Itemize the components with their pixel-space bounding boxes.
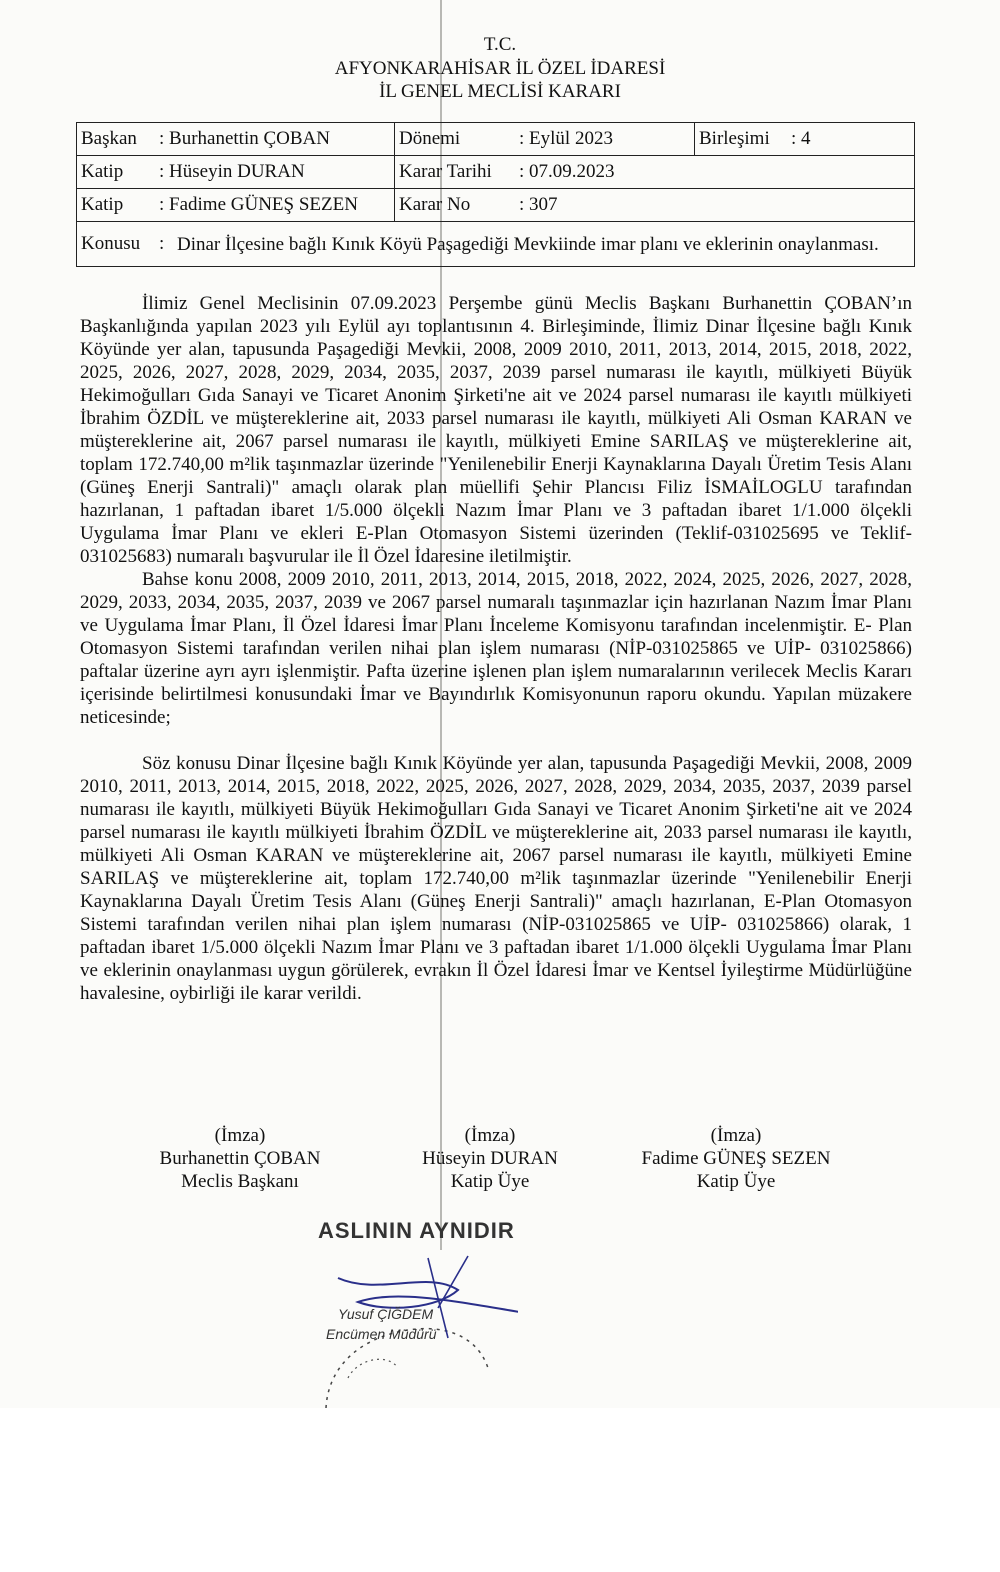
signature-name-1: Burhanettin ÇOBAN xyxy=(159,1148,321,1169)
karar-tarihi-value: : 07.09.2023 xyxy=(519,161,615,182)
meta-row-konusu xyxy=(77,222,915,267)
stamp-role: Encümen Müdürü xyxy=(326,1326,437,1342)
paragraph-2: Bahse konu 2008, 2009 2010, 2011, 2013, 2014, 2015, 2018, 2022, 2024, 2025, 2026, 2027, 2028, 2029, 2033, 2034, 2035, 2037, 2039 ve 2067 parsel numaralı taşınmazlar için hazırlanan Nazım İmar Planı ve Uygulama İmar Planı, İl Özel İdaresi İmar Planı İnceleme Komisyonu tarafından incelenmiştir. E- Plan Otomasyon Sistemi tarafından verilen nihai plan işlem numarası (NİP-031025865 ve UİP- 031025866) paftalar üzerine ayrı ayrı işlenmiştir. Pafta üzerine işlenen plan işlem numaralarının verilecek Meclis Kararı içerisinde belirtilmesi konusundaki İmar ve Bayındırlık Komisyonunun raporu okundu. Yapılan müzakere neticesinde; xyxy=(80,569,912,728)
signature-role-1: Meclis Başkanı xyxy=(181,1171,299,1192)
karar-tarihi-label: Karar Tarihi xyxy=(399,161,492,182)
header-decision-type: İL GENEL MECLİSİ KARARI xyxy=(379,81,621,102)
katip1-label: Katip xyxy=(81,161,124,182)
signature-role-2: Katip Üye xyxy=(450,1171,530,1192)
donemi-value: : Eylül 2023 xyxy=(519,128,613,149)
baskan-label: Başkan xyxy=(81,128,137,149)
signature-role-3: Katip Üye xyxy=(696,1171,776,1192)
paragraph-3: Söz konusu Dinar İlçesine bağlı Kınık Köyünde yer alan, tapusunda Paşagediği Mevkii, 2008, 2009 2010, 2011, 2013, 2014, 2015, 2018, 2022, 2025, 2026, 2027, 2028, 2029, 2034, 2035, 2037, 2039 parsel numarası ile kayıtlı, mülkiyeti Büyük Hekimoğulları Gıda Sanayi ve Ticaret Anonim Şirketi'ne ait ve 2024 parsel numarası ile kayıtlı mülkiyeti İbrahim ÖZDİL ve müştereklerine ait, 2033 parsel numarası ile kayıtlı, mülkiyeti Ali Osman KARAN ve müştereklerine ait, 2067 parsel numarası ile kayıtlı, mülkiyeti Emine SARILAŞ ve müştereklerine ait, toplam 172.740,00 m²lik taşınmazlar üzerinde "Yenilenebilir Enerji Kaynaklarına Dayalı Üretim Tesis Alanı (Güneş Enerji Santrali)" amaçlı hazırlanan, E-Plan Otomasyon Sistemi tarafından verilen nihai plan işlem numarası (NİP-031025865 ve UİP- 031025866) olarak, 1 paftadan ibaret 1/5.000 ölçekli Nazım İmar Planı ve 3 paftadan ibaret 1/1.000 ölçekli Uygulama İmar Planı ve eklerinin onaylanması uygun görülerek, evrakın İl Özel İdaresi İmar ve Kentsel İyileştirme Müdürlüğüne havalesine, oybirliği ile karar verildi. xyxy=(80,753,912,1004)
signature-imza-3: (İmza) xyxy=(710,1125,762,1146)
signature-katip-1 xyxy=(360,1124,620,1193)
signature-name-3: Fadime GÜNEŞ SEZEN xyxy=(641,1148,831,1169)
signature-imza-1: (İmza) xyxy=(214,1125,266,1146)
header-tc: T.C. xyxy=(483,34,517,55)
decision-meta-table xyxy=(76,122,915,267)
meta-row-katip2 xyxy=(77,189,915,222)
decision-body xyxy=(80,292,912,1005)
katip2-value: : Fadime GÜNEŞ SEZEN xyxy=(159,194,358,215)
header-institution: AFYONKARAHİSAR İL ÖZEL İDARESİ xyxy=(334,58,666,79)
meta-row-katip1 xyxy=(77,156,915,189)
katip2-label: Katip xyxy=(81,194,124,215)
katip1-value: : Hüseyin DURAN xyxy=(159,161,305,182)
karar-no-label: Karar No xyxy=(399,194,471,215)
konusu-value: Dinar İlçesine bağlı Kınık Köyü Paşagediği Mevkiinde imar planı ve eklerinin onaylanması. xyxy=(177,233,879,255)
stamp-title: ASLININ AYNIDIR xyxy=(318,1218,515,1243)
birlesimi-label: Birleşimi xyxy=(699,128,770,149)
konusu-label: Konusu xyxy=(81,233,141,255)
certified-copy-stamp xyxy=(318,1218,518,1408)
paragraph-1: İlimiz Genel Meclisinin 07.09.2023 Perşembe günü Meclis Başkanı Burhanettin ÇOBAN’ın Başkanlığında yapılan 2023 yılı Eylül ayı toplantısının 4. Birleşiminde, İlimiz Dinar İlçesine bağlı Kınık Köyünde yer alan, tapusunda Paşagediği Mevkii, 2008, 2009 2010, 2011, 2013, 2014, 2015, 2018, 2022, 2025, 2026, 2027, 2028, 2029, 2034, 2035, 2037, 2039 parsel numarası ile kayıtlı, mülkiyeti Büyük Hekimoğulları Gıda Sanayi ve Ticaret Anonim Şirketi'ne ait ve 2024 parsel numarası ile kayıtlı mülkiyeti İbrahim ÖZDİL ve müştereklerine ait, 2033 parsel numarası ile kayıtlı, mülkiyeti Ali Osman KARAN ve müştereklerine ait, 2067 parsel numarası ile kayıtlı, mülkiyeti Emine SARILAŞ ve müştereklerine ait, toplam 172.740,00 m²lik taşınmazlar üzerinde "Yenilenebilir Enerji Kaynaklarına Dayalı Üretim Tesis Alanı (Güneş Enerji Santrali)" amaçlı olarak plan müellifi Şehir Plancısı Filiz İSMAİLOGLU tarafından hazırlanan, 1 paftadan ibaret 1/5.000 ölçekli Nazım İmar Planı ve 3 paftadan ibaret 1/1.000 ölçekli Uygulama İmar Planı ve ekleri E-Plan Otomasyon Sistemi üzerinden (Teklif-031025695 ve Teklif-031025683) numaralı başvurular ile İl Özel İdaresine iletilmiştir. xyxy=(80,293,912,567)
meta-row-baskan xyxy=(77,123,915,156)
stamp-name: Yusuf ÇİĞDEM xyxy=(338,1306,434,1322)
signature-imza-2: (İmza) xyxy=(464,1125,516,1146)
baskan-value: : Burhanettin ÇOBAN xyxy=(159,128,330,149)
konusu-colon: : xyxy=(159,233,165,255)
signature-katip-2 xyxy=(606,1124,866,1193)
signature-name-2: Hüseyin DURAN xyxy=(422,1148,558,1169)
signature-baskan xyxy=(110,1124,370,1193)
karar-no-value: : 307 xyxy=(519,194,558,215)
birlesimi-value: : 4 xyxy=(791,128,811,149)
donemi-label: Dönemi xyxy=(399,128,461,149)
